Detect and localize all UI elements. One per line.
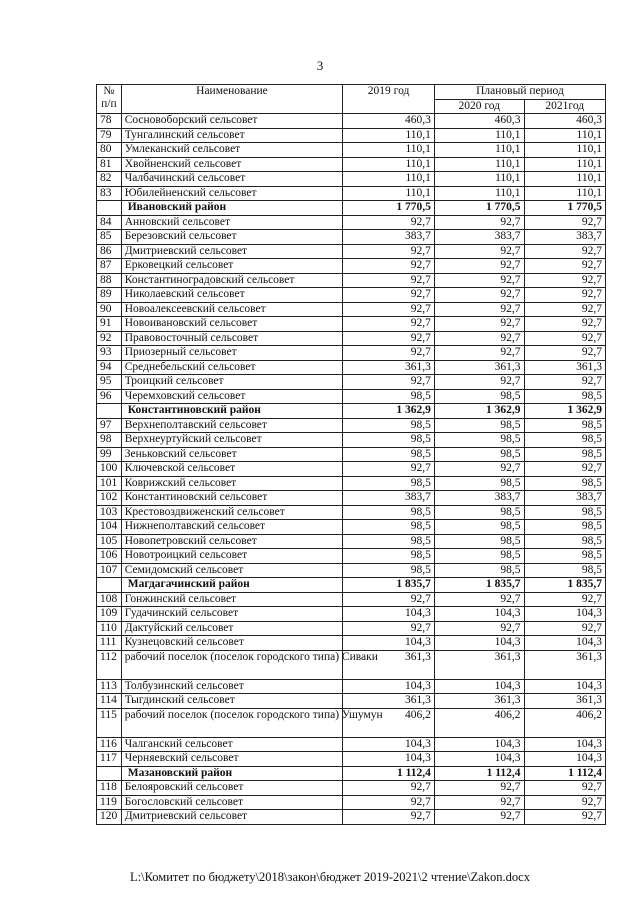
value-2021: 98,5 (524, 389, 605, 404)
row-name: Гонжинский сельсовет (121, 592, 343, 607)
value-2021: 361,3 (524, 694, 605, 709)
row-number: 93 (97, 346, 122, 361)
row-name: Умлеканский сельсовет (121, 143, 343, 158)
page-number: 3 (316, 58, 324, 73)
value-2021: 98,5 (524, 447, 605, 462)
district-row (97, 404, 606, 419)
table-row (97, 433, 606, 448)
value-2020: 92,7 (434, 781, 524, 796)
value-2019: 361,3 (343, 650, 435, 679)
table-row (97, 607, 606, 622)
row-number: 95 (97, 375, 122, 390)
value-2019: 92,7 (343, 592, 435, 607)
header-2020: 2020 год (434, 99, 524, 114)
value-2021: 98,5 (524, 505, 605, 520)
value-2021: 110,1 (524, 143, 605, 158)
row-number: 89 (97, 288, 122, 303)
row-number: 78 (97, 114, 122, 129)
value-2021: 460,3 (524, 114, 605, 129)
value-2020: 104,3 (434, 679, 524, 694)
row-number: 94 (97, 360, 122, 375)
table-body (97, 114, 606, 825)
value-2021: 104,3 (524, 636, 605, 651)
row-number: 114 (97, 694, 122, 709)
row-number: 100 (97, 462, 122, 477)
table-row (97, 331, 606, 346)
value-2020: 92,7 (434, 259, 524, 274)
value-2019: 383,7 (343, 230, 435, 245)
value-2019: 92,7 (343, 273, 435, 288)
value-2019: 92,7 (343, 621, 435, 636)
value-2020: 98,5 (434, 476, 524, 491)
header-2021: 2021год (524, 99, 605, 114)
row-name: Дмитриевский сельсовет (121, 244, 343, 259)
table-row (97, 389, 606, 404)
value-2019: 92,7 (343, 317, 435, 332)
table-row (97, 621, 606, 636)
row-name: Чалбачинский сельсовет (121, 172, 343, 187)
row-number: 109 (97, 607, 122, 622)
row-name: Новоалексеевский сельсовет (121, 302, 343, 317)
row-name: Нижнеполтавский сельсовет (121, 520, 343, 535)
value-2019: 110,1 (343, 143, 435, 158)
row-name: Правовосточный сельсовет (121, 331, 343, 346)
value-2019: 92,7 (343, 288, 435, 303)
row-name: Кузнецовский сельсовет (121, 636, 343, 651)
value-2021: 104,3 (524, 679, 605, 694)
value-2019: 104,3 (343, 737, 435, 752)
value-2021: 104,3 (524, 752, 605, 767)
value-2019: 1 770,5 (343, 201, 435, 216)
row-number: 108 (97, 592, 122, 607)
value-2020: 460,3 (434, 114, 524, 129)
row-name: Новоивановский сельсовет (121, 317, 343, 332)
row-number: 90 (97, 302, 122, 317)
row-name: Верхнеуртуйский сельсовет (121, 433, 343, 448)
value-2020: 92,7 (434, 810, 524, 825)
row-name: Ерковецкий сельсовет (121, 259, 343, 274)
value-2020: 92,7 (434, 462, 524, 477)
value-2020: 1 362,9 (434, 404, 524, 419)
value-2020: 92,7 (434, 592, 524, 607)
value-2020: 110,1 (434, 186, 524, 201)
row-name: Константиноградовский сельсовет (121, 273, 343, 288)
value-2021: 92,7 (524, 621, 605, 636)
row-name: Дмитриевский сельсовет (121, 810, 343, 825)
value-2019: 104,3 (343, 752, 435, 767)
value-2019: 1 835,7 (343, 578, 435, 593)
table-row (97, 505, 606, 520)
row-number: 79 (97, 128, 122, 143)
value-2020: 92,7 (434, 302, 524, 317)
value-2021: 92,7 (524, 462, 605, 477)
value-2019: 92,7 (343, 244, 435, 259)
value-2019: 1 362,9 (343, 404, 435, 419)
value-2019: 110,1 (343, 186, 435, 201)
value-2021: 92,7 (524, 331, 605, 346)
value-2020: 92,7 (434, 288, 524, 303)
value-2019: 98,5 (343, 389, 435, 404)
value-2019: 92,7 (343, 795, 435, 810)
table-row (97, 795, 606, 810)
table-row (97, 447, 606, 462)
value-2020: 110,1 (434, 128, 524, 143)
value-2021: 406,2 (524, 708, 605, 737)
row-name: Ключевской сельсовет (121, 462, 343, 477)
value-2020: 98,5 (434, 534, 524, 549)
table-row (97, 737, 606, 752)
value-2021: 361,3 (524, 360, 605, 375)
value-2019: 98,5 (343, 549, 435, 564)
value-2019: 383,7 (343, 491, 435, 506)
row-number: 116 (97, 737, 122, 752)
value-2021: 92,7 (524, 317, 605, 332)
table-row (97, 302, 606, 317)
value-2021: 92,7 (524, 259, 605, 274)
value-2019: 92,7 (343, 781, 435, 796)
header-number (97, 85, 122, 114)
table-row (97, 476, 606, 491)
value-2019: 361,3 (343, 360, 435, 375)
value-2021: 1 770,5 (524, 201, 605, 216)
table-row (97, 418, 606, 433)
value-2020: 98,5 (434, 563, 524, 578)
value-2020: 383,7 (434, 491, 524, 506)
table-row (97, 157, 606, 172)
table-row (97, 592, 606, 607)
table-row (97, 244, 606, 259)
table-row (97, 215, 606, 230)
row-name: Новопетровский сельсовет (121, 534, 343, 549)
value-2021: 104,3 (524, 607, 605, 622)
value-2019: 110,1 (343, 172, 435, 187)
value-2020: 104,3 (434, 636, 524, 651)
row-name: Толбузинский сельсовет (121, 679, 343, 694)
row-name: Дактуйский сельсовет (121, 621, 343, 636)
row-number (97, 766, 122, 781)
value-2020: 361,3 (434, 360, 524, 375)
row-number: 88 (97, 273, 122, 288)
value-2021: 110,1 (524, 157, 605, 172)
value-2021: 92,7 (524, 592, 605, 607)
value-2021: 98,5 (524, 549, 605, 564)
table-row (97, 186, 606, 201)
value-2020: 92,7 (434, 331, 524, 346)
value-2020: 383,7 (434, 230, 524, 245)
file-path-footer: L:\Комитет по бюджету\2018\закон\бюджет 2019-2021\2 чтение\Zakon.docx (130, 870, 530, 884)
value-2020: 1 770,5 (434, 201, 524, 216)
row-name: Сосновоборский сельсовет (121, 114, 343, 129)
row-number: 120 (97, 810, 122, 825)
value-2020: 104,3 (434, 737, 524, 752)
value-2019: 98,5 (343, 476, 435, 491)
row-number: 99 (97, 447, 122, 462)
value-2021: 92,7 (524, 810, 605, 825)
table-row (97, 230, 606, 245)
row-name: Коврижский сельсовет (121, 476, 343, 491)
budget-table (96, 84, 606, 825)
table-row (97, 273, 606, 288)
table-row (97, 679, 606, 694)
value-2020: 98,5 (434, 433, 524, 448)
value-2021: 92,7 (524, 273, 605, 288)
row-number: 98 (97, 433, 122, 448)
row-name: рабочий поселок (поселок городского типа) Ушумун (121, 708, 343, 737)
row-number: 117 (97, 752, 122, 767)
value-2020: 104,3 (434, 607, 524, 622)
row-number: 82 (97, 172, 122, 187)
row-number: 80 (97, 143, 122, 158)
value-2019: 98,5 (343, 505, 435, 520)
value-2020: 92,7 (434, 795, 524, 810)
row-number: 119 (97, 795, 122, 810)
value-2021: 110,1 (524, 128, 605, 143)
value-2019: 98,5 (343, 418, 435, 433)
row-number: 87 (97, 259, 122, 274)
table-row (97, 317, 606, 332)
row-name: Приозерный сельсовет (121, 346, 343, 361)
row-name: Белояровский сельсовет (121, 781, 343, 796)
row-number: 115 (97, 708, 122, 737)
row-number: 103 (97, 505, 122, 520)
value-2020: 1 835,7 (434, 578, 524, 593)
value-2021: 92,7 (524, 795, 605, 810)
row-name: Зеньковский сельсовет (121, 447, 343, 462)
value-2021: 110,1 (524, 172, 605, 187)
value-2021: 92,7 (524, 244, 605, 259)
table-row (97, 650, 606, 679)
row-name: Константиновский район (121, 404, 343, 419)
row-number: 118 (97, 781, 122, 796)
row-name: Магдагачинский район (121, 578, 343, 593)
header-number-sub: п/п (101, 98, 117, 110)
row-name: Мазановский район (121, 766, 343, 781)
value-2020: 92,7 (434, 244, 524, 259)
value-2019: 98,5 (343, 520, 435, 535)
value-2020: 98,5 (434, 505, 524, 520)
row-name: рабочий поселок (поселок городского типа) Сиваки (121, 650, 343, 679)
table-row (97, 694, 606, 709)
value-2021: 92,7 (524, 288, 605, 303)
value-2020: 98,5 (434, 389, 524, 404)
value-2021: 383,7 (524, 491, 605, 506)
table-row (97, 781, 606, 796)
value-2019: 92,7 (343, 346, 435, 361)
row-name: Николаевский сельсовет (121, 288, 343, 303)
row-name: Хвойненский сельсовет (121, 157, 343, 172)
row-number: 110 (97, 621, 122, 636)
row-name: Тыгдинский сельсовет (121, 694, 343, 709)
value-2021: 110,1 (524, 186, 605, 201)
value-2019: 92,7 (343, 375, 435, 390)
table-row (97, 114, 606, 129)
value-2021: 361,3 (524, 650, 605, 679)
row-name: Тунгалинский сельсовет (121, 128, 343, 143)
row-number: 91 (97, 317, 122, 332)
row-number: 112 (97, 650, 122, 679)
row-number: 83 (97, 186, 122, 201)
value-2021: 92,7 (524, 302, 605, 317)
district-row (97, 766, 606, 781)
value-2021: 92,7 (524, 375, 605, 390)
row-number: 107 (97, 563, 122, 578)
row-number: 104 (97, 520, 122, 535)
value-2021: 98,5 (524, 563, 605, 578)
row-number: 86 (97, 244, 122, 259)
row-number: 97 (97, 418, 122, 433)
value-2019: 406,2 (343, 708, 435, 737)
value-2020: 110,1 (434, 143, 524, 158)
value-2020: 92,7 (434, 273, 524, 288)
value-2021: 1 362,9 (524, 404, 605, 419)
district-row (97, 578, 606, 593)
table-row (97, 636, 606, 651)
row-name: Анновский сельсовет (121, 215, 343, 230)
row-name: Крестовоздвиженский сельсовет (121, 505, 343, 520)
value-2019: 110,1 (343, 128, 435, 143)
table-row (97, 259, 606, 274)
value-2021: 98,5 (524, 433, 605, 448)
value-2020: 110,1 (434, 172, 524, 187)
row-name: Верхнеполтавский сельсовет (121, 418, 343, 433)
table-row (97, 172, 606, 187)
row-name: Березовский сельсовет (121, 230, 343, 245)
row-name: Чалганский сельсовет (121, 737, 343, 752)
header-2019: 2019 год (343, 85, 435, 114)
value-2021: 98,5 (524, 534, 605, 549)
row-number: 84 (97, 215, 122, 230)
value-2020: 92,7 (434, 215, 524, 230)
value-2020: 406,2 (434, 708, 524, 737)
table-header (97, 85, 606, 114)
table-row (97, 491, 606, 506)
row-number (97, 404, 122, 419)
value-2021: 104,3 (524, 737, 605, 752)
value-2020: 98,5 (434, 520, 524, 535)
value-2019: 98,5 (343, 447, 435, 462)
row-number (97, 201, 122, 216)
value-2021: 98,5 (524, 476, 605, 491)
row-number: 113 (97, 679, 122, 694)
value-2019: 460,3 (343, 114, 435, 129)
row-name: Константиновский сельсовет (121, 491, 343, 506)
value-2021: 98,5 (524, 520, 605, 535)
value-2020: 92,7 (434, 375, 524, 390)
value-2020: 98,5 (434, 447, 524, 462)
table-row (97, 346, 606, 361)
row-number: 96 (97, 389, 122, 404)
value-2020: 110,1 (434, 157, 524, 172)
table-row (97, 520, 606, 535)
value-2019: 110,1 (343, 157, 435, 172)
row-number: 85 (97, 230, 122, 245)
table-row (97, 708, 606, 737)
row-number: 102 (97, 491, 122, 506)
row-name: Семидомский сельсовет (121, 563, 343, 578)
value-2020: 92,7 (434, 621, 524, 636)
district-row (97, 201, 606, 216)
value-2020: 361,3 (434, 694, 524, 709)
table-row (97, 375, 606, 390)
table-row (97, 462, 606, 477)
value-2019: 92,7 (343, 462, 435, 477)
row-number: 81 (97, 157, 122, 172)
header-number-sign: № (103, 85, 115, 97)
value-2019: 92,7 (343, 215, 435, 230)
row-name: Черемховский сельсовет (121, 389, 343, 404)
row-name: Троицкий сельсовет (121, 375, 343, 390)
value-2019: 92,7 (343, 331, 435, 346)
table-row (97, 143, 606, 158)
value-2019: 361,3 (343, 694, 435, 709)
value-2020: 361,3 (434, 650, 524, 679)
table-row (97, 360, 606, 375)
table-row (97, 549, 606, 564)
row-name: Новотроицкий сельсовет (121, 549, 343, 564)
value-2021: 92,7 (524, 781, 605, 796)
value-2021: 98,5 (524, 418, 605, 433)
row-number: 101 (97, 476, 122, 491)
value-2020: 1 112,4 (434, 766, 524, 781)
value-2019: 98,5 (343, 433, 435, 448)
value-2019: 92,7 (343, 810, 435, 825)
table-row (97, 810, 606, 825)
value-2020: 98,5 (434, 549, 524, 564)
row-number (97, 578, 122, 593)
row-name: Гудачинский сельсовет (121, 607, 343, 622)
table-row (97, 563, 606, 578)
value-2020: 92,7 (434, 317, 524, 332)
row-number: 111 (97, 636, 122, 651)
table-row (97, 288, 606, 303)
value-2020: 92,7 (434, 346, 524, 361)
table-row (97, 534, 606, 549)
value-2019: 92,7 (343, 259, 435, 274)
value-2019: 92,7 (343, 302, 435, 317)
value-2021: 383,7 (524, 230, 605, 245)
value-2021: 1 835,7 (524, 578, 605, 593)
row-name: Ивановский район (121, 201, 343, 216)
value-2019: 104,3 (343, 607, 435, 622)
value-2019: 98,5 (343, 563, 435, 578)
value-2020: 104,3 (434, 752, 524, 767)
value-2021: 92,7 (524, 346, 605, 361)
value-2021: 92,7 (524, 215, 605, 230)
row-name: Юбилейненский сельсовет (121, 186, 343, 201)
value-2021: 1 112,4 (524, 766, 605, 781)
value-2019: 1 112,4 (343, 766, 435, 781)
header-name: Наименование (121, 85, 343, 114)
row-number: 106 (97, 549, 122, 564)
table-row (97, 128, 606, 143)
table-row (97, 752, 606, 767)
value-2019: 98,5 (343, 534, 435, 549)
row-number: 92 (97, 331, 122, 346)
header-planned-period: Плановый период (434, 85, 605, 100)
value-2020: 98,5 (434, 418, 524, 433)
value-2019: 104,3 (343, 636, 435, 651)
row-number: 105 (97, 534, 122, 549)
row-name: Богословский сельсовет (121, 795, 343, 810)
row-name: Среднебельский сельсовет (121, 360, 343, 375)
row-name: Черняевский сельсовет (121, 752, 343, 767)
value-2019: 104,3 (343, 679, 435, 694)
